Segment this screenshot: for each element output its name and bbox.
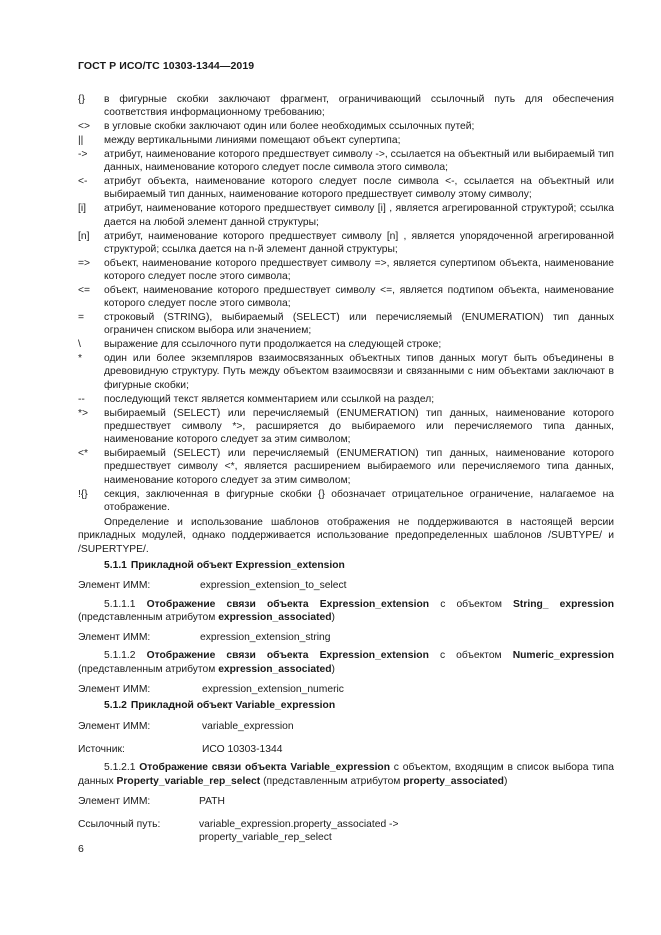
symbol: ->	[78, 148, 88, 160]
imm-element-value: PATH	[199, 795, 225, 807]
imm-element-label: Элемент ИММ:	[78, 632, 151, 644]
list-item	[78, 230, 614, 257]
subsection-number: 5.1.1.2	[104, 650, 136, 662]
subsection-5-1-1-1	[78, 598, 614, 625]
subsection-text: (представленным атрибутом	[260, 775, 404, 787]
symbol-description: между вертикальными линиями помещают объект супертипа;	[104, 135, 401, 147]
source-label: Источник:	[78, 743, 125, 755]
symbol-description: в угловые скобки заключают один или более необходимых ссылочных путей;	[104, 121, 475, 133]
symbol-description: секция, заключенная в фигурные скобки {} обозначает отрицательное ограничение, налагаемое на отображение.	[104, 488, 614, 513]
attribute-name: expression_associated	[218, 611, 332, 623]
list-item	[78, 352, 614, 392]
intro-paragraph: Определение и использование шаблонов отображения не поддерживаются в настоящей версии прикладных модулей, однако поддерживается использование предопределенных шаблонов /SUBTYPE/ и /SUPERTYPE/.	[78, 517, 614, 555]
list-item	[78, 393, 614, 406]
imm-element-value: expression_extension_to_select	[200, 580, 347, 592]
list-item	[78, 202, 614, 229]
subsection-text: )	[331, 663, 335, 675]
symbol: <=	[78, 284, 91, 296]
target-object: Property_variable_rep_select	[116, 775, 261, 787]
subsection-title: Отображение связи объекта Variable_expression	[139, 762, 391, 774]
symbol-description: атрибут, наименование которого предшествует символу [n] , является упорядоченной агрегированной структурой; ссылка дается на n-й элемент данной структуры;	[104, 230, 614, 255]
list-item	[78, 488, 614, 515]
symbol-description: атрибут, наименование которого предшествует символу ->, ссылается на объектный или выбираемый тип данных, наименование которого следует после символа этого символа;	[104, 148, 614, 174]
document-body	[78, 93, 614, 845]
symbol: <*	[78, 448, 89, 460]
symbol: [i]	[78, 203, 87, 215]
imm-element-row	[78, 579, 614, 592]
symbol-description: последующий текст является комментарием или ссылкой на раздел;	[104, 393, 435, 405]
reference-path-line: variable_expression.property_associated ->	[199, 819, 399, 831]
subsection-text: (представленным атрибутом	[78, 663, 219, 675]
section-heading-5-1-2	[78, 699, 614, 712]
reference-path-value	[199, 818, 398, 845]
list-item	[78, 257, 614, 284]
list-item	[78, 447, 614, 487]
list-item	[78, 134, 614, 147]
imm-element-value: variable_expression	[202, 720, 294, 732]
subsection-text: )	[331, 611, 335, 623]
list-item	[78, 311, 614, 338]
symbol: =>	[78, 257, 91, 269]
list-item	[78, 148, 614, 175]
symbol: *>	[78, 407, 89, 419]
symbol: !{}	[78, 488, 88, 500]
section-number: 5.1.1	[104, 560, 127, 571]
section-number: 5.1.2	[104, 700, 127, 712]
imm-element-row	[78, 720, 614, 733]
target-object: Numeric_expression	[512, 650, 614, 662]
symbol: ||	[78, 135, 84, 147]
list-item	[78, 120, 614, 133]
target-object: String_ expression	[513, 598, 615, 610]
symbol-description: в фигурные скобки заключают фрагмент, ограничивающий ссылочный путь для обеспечения соответствия информационному требованию;	[104, 94, 614, 119]
list-item	[78, 93, 614, 120]
subsection-number: 5.1.2.1	[104, 762, 136, 774]
list-item	[78, 284, 614, 311]
symbol-description: один или более экземпляров взаимосвязанных объектных типов данных могут быть объединены в древовидную структуру. Путь между объектом взаимосвязи и связанными с ним объектами заключают в фигурные скобки;	[104, 353, 614, 391]
symbol: [n]	[78, 230, 90, 242]
imm-element-value: expression_extension_string	[200, 632, 331, 644]
attribute-name: expression_associated	[218, 663, 332, 675]
subsection-5-1-2-1	[78, 761, 614, 788]
subsection-title: Отображение связи объекта Expression_extension	[146, 650, 429, 662]
subsection-text: с объектом, входящим в список выбора типа данных	[78, 762, 614, 787]
symbol: --	[78, 393, 85, 405]
symbol-description: объект, наименование которого предшествует символу <=, является подтипом объекта, наименование которого следует после этого символа;	[104, 284, 614, 310]
symbol-description: строковый (STRING), выбираемый (SELECT) или перечисляемый (ENUMERATION) тип данных ограничен списком выбора или значением;	[104, 312, 614, 337]
section-title: Прикладной объект Expression_extension	[130, 560, 345, 571]
imm-element-label: Элемент ИММ:	[78, 795, 151, 807]
imm-element-label: Элемент ИММ:	[78, 580, 151, 592]
subsection-text: (представленным атрибутом	[78, 611, 219, 623]
subsection-title: Отображение связи объекта Expression_extension	[146, 598, 430, 610]
symbol: {}	[78, 94, 85, 105]
reference-path-label: Ссылочный путь:	[78, 819, 161, 831]
symbol-description: выражение для ссылочного пути продолжается на следующей строке;	[104, 339, 442, 351]
symbol: *	[78, 353, 83, 365]
reference-path-line: property_variable_rep_select	[199, 832, 332, 844]
imm-element-value: expression_extension_numeric	[202, 684, 344, 696]
imm-element-label: Элемент ИММ:	[78, 720, 151, 732]
symbol: <>	[78, 121, 91, 133]
imm-element-row	[78, 631, 614, 644]
subsection-number: 5.1.1.1	[104, 598, 136, 610]
symbol-description: выбираемый (SELECT) или перечисляемый (ENUMERATION) тип данных, наименование которого предшествует символу <*, является расширением выбираемого или перечисляемого типа данных, наименование которого следует за этим символом;	[104, 448, 614, 486]
symbol-list	[78, 93, 614, 514]
reference-path-row	[78, 818, 614, 845]
subsection-5-1-1-2	[78, 649, 614, 676]
list-item	[78, 338, 614, 351]
section-heading-5-1-1	[78, 559, 614, 572]
attribute-name: property_associated	[403, 775, 504, 787]
page-number: 6	[78, 843, 84, 855]
imm-element-row	[78, 683, 614, 696]
list-item	[78, 175, 614, 202]
symbol-description: выбираемый (SELECT) или перечисляемый (ENUMERATION) тип данных, наименование которого предшествует символу *>, расширяется до выбираемого или перечисляемого типа данных, наименование которого следует за этим символом;	[104, 407, 614, 446]
source-value: ИСО 10303-1344	[202, 743, 283, 755]
section-title: Прикладной объект Variable_expression	[130, 700, 336, 712]
source-row	[78, 743, 614, 756]
symbol-description: объект, наименование которого предшествует символу =>, является супертипом объекта, наименование которого следует после этого символа;	[104, 257, 614, 283]
symbol-description: атрибут объекта, наименование которого следует после символа <-, ссылается на объектный или выбираемый тип данных, наименование которого предшествует символу этому символу;	[104, 176, 614, 201]
symbol: \	[78, 339, 81, 351]
subsection-text: )	[503, 775, 508, 787]
symbol: =	[78, 312, 85, 324]
symbol: <-	[78, 176, 88, 188]
imm-element-row	[78, 795, 614, 808]
subsection-text: с объектом	[428, 650, 513, 662]
imm-element-label: Элемент ИММ:	[78, 684, 151, 696]
subsection-text: с объектом	[429, 598, 514, 610]
list-item	[78, 407, 614, 447]
symbol-description: атрибут, наименование которого предшествует символу [i] , является агрегированной структурой; ссылка дается на любой элемент данной структуры;	[104, 203, 614, 228]
document-header: ГОСТ Р ИСО/ТС 10303-1344—2019	[78, 60, 255, 72]
